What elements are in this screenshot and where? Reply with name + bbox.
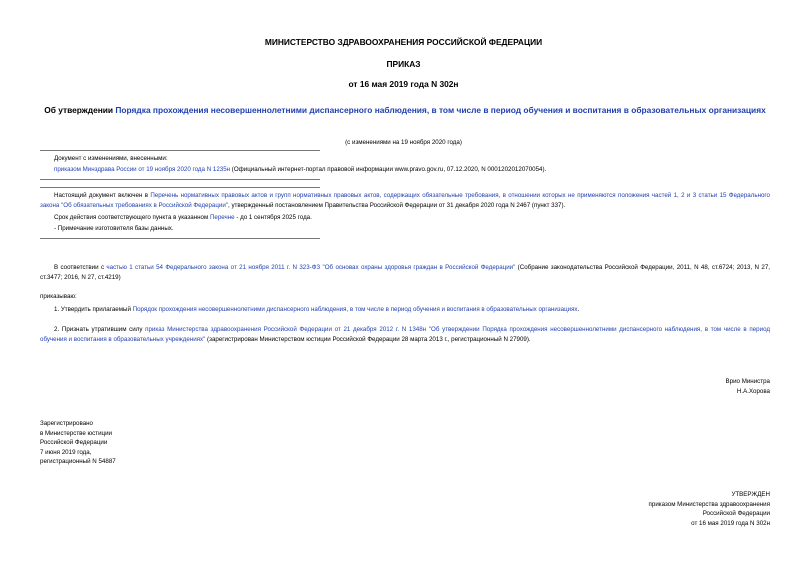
changes-rest: (Официальный интернет-портал правовой информации www.pravo.gov.ru, 07.12.2020, N 0001202012070054). (230, 166, 547, 173)
edits-note: (с изменениями на 19 ноября 2020 года) (345, 139, 462, 146)
inclusion-text-2: , утвержденный постановлением Правительства Российской Федерации от 31 декабря 2020 года N 2467 (пункт 337). (228, 201, 566, 209)
ministry-heading: МИНИСТЕРСТВО ЗДРАВООХРАНЕНИЯ РОССИЙСКОЙ ФЕДЕРАЦИИ (264, 37, 543, 47)
item-2-link[interactable]: приказ Министерства здравоохранения Российской Федерации от 21 декабря 2012 г. N 1348н "Об утверждении Порядка прохождения несовершеннолетними диспансерного наблюдения, в том числе в период обучения и воспитания в образовательных учреждениях" (40, 326, 770, 343)
basis-paragraph (40, 263, 770, 282)
basis-text-2: (Собрание законодательства Российской Федерации, 2011, N 48, ст.6724; 2013, N 27, ст.3477; 2016, N 27, ст.4219) (40, 264, 770, 281)
inclusion-text-1: Настоящий документ включен в (54, 192, 151, 199)
term-text-1: Срок действия соответствующего пункта в указанном (54, 214, 210, 221)
inclusion-link[interactable]: Перечень нормативных правовых актов и групп нормативных правовых актов, содержащих обязательные требования, в отношении которых не применяются положения частей 1, 2 и 3 статьи 15 Федерального закона "Об обязательных требованиях в Российской Федерации" (40, 192, 770, 209)
registration-line: в Министерстве юстиции (40, 429, 113, 437)
changes-intro: Документ с изменениями, внесенными: (54, 155, 168, 162)
document-title (40, 105, 770, 116)
approved-line: УТВЕРЖДЕН (731, 491, 770, 498)
divider (40, 150, 320, 151)
term-link[interactable]: Перечне (209, 214, 235, 221)
title-prefix: Об утверждении (44, 105, 116, 115)
item-1-text-2: . (577, 306, 580, 313)
approved-line: Российской Федерации (702, 510, 770, 517)
divider (40, 187, 320, 188)
item-2-text-1: 2. Признать утратившим силу (54, 326, 146, 333)
registration-block (40, 419, 340, 467)
term-line (54, 213, 754, 223)
registration-line: 7 июня 2019 года, (40, 448, 92, 456)
db-note: - Примечание изготовителя базы данных. (54, 225, 174, 232)
registration-line: регистрационный N 54887 (40, 458, 116, 465)
item-2 (40, 325, 770, 344)
changes-line (54, 165, 774, 175)
registration-line: Зарегистрировано (40, 420, 93, 427)
divider (40, 179, 320, 180)
divider (40, 238, 320, 239)
inclusion-paragraph (40, 191, 770, 210)
basis-text-1: В соответствии с (54, 264, 107, 271)
item-1 (40, 305, 770, 315)
signature-block (470, 377, 770, 396)
signature-role: Врио Министра (725, 378, 770, 385)
doc-type-heading: ПРИКАЗ (386, 59, 421, 69)
changes-link[interactable]: приказом Минздрава России от 19 ноября 2020 года N 1235н (54, 166, 231, 173)
registration-line: Российской Федерации (40, 439, 108, 446)
approved-block (470, 490, 770, 528)
date-number-heading: от 16 мая 2019 года N 302н (348, 79, 459, 89)
signature-name: Н.А.Хорова (736, 387, 770, 395)
order-word: приказываю: (40, 293, 77, 300)
approved-line: приказом Министерства здравоохранения (648, 500, 770, 508)
item-1-text-1: 1. Утвердить прилагаемый (54, 306, 133, 313)
basis-link[interactable]: частью 1 статьи 54 Федерального закона от 21 ноября 2011 г. N 323-ФЗ "Об основах охраны здоровья граждан в Российской Федерации" (106, 264, 516, 271)
term-text-2: - до 1 сентября 2025 года. (234, 214, 312, 221)
item-1-link[interactable]: Порядок прохождения несовершеннолетними диспансерного наблюдения, в том числе в период обучения и воспитания в образовательных организациях (132, 306, 578, 313)
title-link[interactable]: Порядка прохождения несовершеннолетними диспансерного наблюдения, в том числе в период обучения и воспитания в образовательных организациях (115, 105, 766, 115)
item-2-text-2: (зарегистрирован Министерством юстиции Российской Федерации 28 марта 2013 г., регистрационный N 27909). (205, 335, 531, 343)
approved-line: от 16 мая 2019 года N 302н (691, 519, 770, 527)
